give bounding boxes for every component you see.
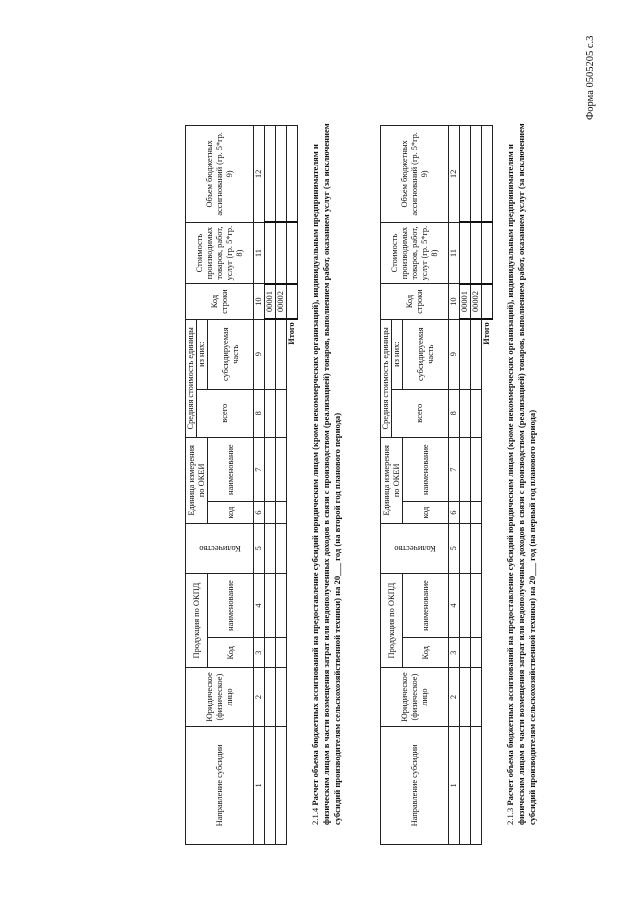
cell-empty[interactable] [460, 668, 471, 727]
header-avg-total: всего [392, 389, 449, 437]
cell-empty[interactable] [471, 222, 482, 284]
cell-empty[interactable] [471, 319, 482, 389]
header-direction: Направление субсидии [381, 726, 449, 844]
header-avg-subsidized: субсидируемая часть [403, 319, 449, 389]
section-title-2 [310, 95, 344, 825]
index-cell: 10 [254, 284, 265, 319]
cell-empty[interactable] [265, 222, 276, 284]
cell-empty[interactable] [287, 126, 298, 223]
index-cell: 3 [254, 638, 265, 668]
cell-empty[interactable] [265, 573, 276, 637]
index-cell: 11 [254, 222, 265, 284]
cell-empty[interactable] [265, 502, 276, 523]
index-cell: 1 [449, 726, 460, 844]
header-unit: Единица измерения по ОКЕИ [381, 437, 403, 523]
index-cell: 9 [449, 319, 460, 389]
section-text-2: Расчет объема бюджетных ассигнований на предоставление субсидий юридическим лицам (кроме некоммерческих организаций), индивидуальным предпринимателям и физическим лицам в части возмещения затрат или недополученных доходов в связи с производством (реализацией) товаров, выполнением работ, оказанием услуг (за исключением субсидий производителям сельскохозяйственной техники) на 20___ год (на второй год планового периода) [310, 123, 343, 825]
header-direction: Направление субсидии [186, 726, 254, 844]
header-avg-cost: Средняя стоимость единицы [381, 319, 392, 437]
cell-empty[interactable] [265, 523, 276, 573]
header-unit: Единица измерения по ОКЕИ [186, 437, 208, 523]
header-okpd-name: наименование [208, 573, 254, 637]
cell-empty[interactable] [460, 726, 471, 844]
header-avg-subsidized: субсидируемая часть [208, 319, 254, 389]
header-unit-code: код [208, 502, 254, 523]
header-quantity-text: Количество [198, 544, 241, 554]
line-code-cell: 00001 [460, 284, 471, 319]
index-cell: 4 [449, 573, 460, 637]
cell-empty[interactable] [276, 668, 287, 727]
cell-empty[interactable] [287, 222, 298, 284]
index-cell: 11 [449, 222, 460, 284]
cell-empty[interactable] [482, 284, 493, 319]
index-cell: 2 [449, 668, 460, 727]
index-cell: 6 [254, 502, 265, 523]
header-goods-cost: Стоимость производимых товаров, работ, услуг (гр. 5*гр. 8) [186, 222, 254, 284]
index-cell: 4 [254, 573, 265, 637]
cell-empty[interactable] [471, 668, 482, 727]
section-title-1 [505, 95, 539, 825]
header-okpd-code: Код [208, 638, 254, 668]
cell-empty[interactable] [471, 726, 482, 844]
cell-empty[interactable] [287, 284, 298, 319]
cell-empty[interactable] [265, 638, 276, 668]
cell-empty[interactable] [471, 638, 482, 668]
cell-empty[interactable] [471, 126, 482, 223]
cell-empty[interactable] [471, 573, 482, 637]
cell-empty[interactable] [460, 437, 471, 501]
cell-empty[interactable] [276, 319, 287, 389]
index-cell: 1 [254, 726, 265, 844]
index-cell: 10 [449, 284, 460, 319]
cell-empty[interactable] [276, 389, 287, 437]
header-budget: Объем бюджетных ассигнований (гр. 5*гр. 9) [381, 126, 449, 223]
cell-empty[interactable] [482, 222, 493, 284]
cell-empty[interactable] [265, 126, 276, 223]
index-cell: 12 [254, 126, 265, 223]
cell-empty[interactable] [460, 319, 471, 389]
index-cell: 8 [449, 389, 460, 437]
cell-empty[interactable] [276, 502, 287, 523]
cell-empty[interactable] [265, 437, 276, 501]
header-quantity [186, 523, 254, 573]
header-goods-cost: Стоимость производимых товаров, работ, услуг (гр. 5*гр. 8) [381, 222, 449, 284]
line-code-cell: 00002 [471, 284, 482, 319]
cell-empty[interactable] [460, 389, 471, 437]
cell-empty[interactable] [276, 726, 287, 844]
cell-empty[interactable] [460, 573, 471, 637]
index-cell: 12 [449, 126, 460, 223]
cell-empty[interactable] [276, 638, 287, 668]
header-okpd-code: Код [403, 638, 449, 668]
subsidy-table-1 [380, 125, 493, 845]
cell-empty[interactable] [460, 523, 471, 573]
total-label: Итого [482, 322, 492, 345]
total-label: Итого [287, 322, 297, 345]
cell-empty[interactable] [265, 389, 276, 437]
index-cell: 8 [254, 389, 265, 437]
section-number-2: 2.1.4 [310, 807, 320, 825]
cell-empty[interactable] [276, 437, 287, 501]
header-unit-code: код [403, 502, 449, 523]
header-avg-of-which: из них: [392, 319, 403, 389]
header-unit-name: наименование [208, 437, 254, 501]
cell-empty[interactable] [460, 222, 471, 284]
header-person: Юридическое (физическое) лицо [186, 668, 254, 727]
cell-empty[interactable] [460, 638, 471, 668]
header-avg-total: всего [197, 389, 254, 437]
cell-empty[interactable] [265, 726, 276, 844]
header-avg-cost: Средняя стоимость единицы [186, 319, 197, 437]
cell-empty[interactable] [276, 573, 287, 637]
header-line-code: Код строки [186, 284, 254, 319]
cell-empty[interactable] [482, 126, 493, 223]
section-text-1: Расчет объема бюджетных ассигнований на предоставление субсидий юридическим лицам (кроме некоммерческих организаций), индивидуальным предпринимателям и физическим лицам в части возмещения затрат или недополученных доходов в связи с производством (реализацией) товаров, выполнением работ, оказанием услуг (за исключением субсидий производителям сельскохозяйственной техники) на 20___ год (на первый год планового периода) [505, 123, 538, 825]
header-budget: Объем бюджетных ассигнований (гр. 5*гр. 9) [186, 126, 254, 223]
header-person: Юридическое (физическое) лицо [381, 668, 449, 727]
index-cell: 7 [254, 437, 265, 501]
index-cell: 7 [449, 437, 460, 501]
cell-empty[interactable] [460, 126, 471, 223]
cell-empty[interactable] [471, 389, 482, 437]
header-unit-name: наименование [403, 437, 449, 501]
index-cell: 6 [449, 502, 460, 523]
header-quantity-text: Количество [393, 544, 436, 554]
index-cell: 5 [449, 523, 460, 573]
section-number-1: 2.1.3 [505, 807, 515, 825]
header-quantity [381, 523, 449, 573]
cell-empty[interactable] [471, 523, 482, 573]
header-okpd-name: наименование [403, 573, 449, 637]
index-cell: 2 [254, 668, 265, 727]
header-okpd: Продукция по ОКПД [186, 573, 208, 668]
header-avg-of-which: из них: [197, 319, 208, 389]
cell-empty[interactable] [276, 126, 287, 223]
cell-empty[interactable] [265, 319, 276, 389]
header-line-code: Код строки [381, 284, 449, 319]
cell-empty[interactable] [471, 502, 482, 523]
index-cell: 3 [449, 638, 460, 668]
cell-empty[interactable] [276, 222, 287, 284]
cell-empty[interactable] [276, 523, 287, 573]
line-code-cell: 00002 [276, 284, 287, 319]
line-code-cell: 00001 [265, 284, 276, 319]
cell-empty[interactable] [460, 502, 471, 523]
form-code: Форма 0505205 с.3 [585, 35, 596, 120]
index-cell: 9 [254, 319, 265, 389]
cell-empty[interactable] [471, 437, 482, 501]
index-cell: 5 [254, 523, 265, 573]
header-okpd: Продукция по ОКПД [381, 573, 403, 668]
subsidy-table-2 [185, 125, 298, 845]
cell-empty[interactable] [265, 668, 276, 727]
